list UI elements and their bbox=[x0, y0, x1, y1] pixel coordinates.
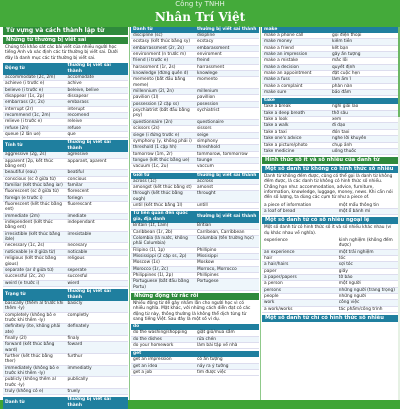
correct-spelling: further (kết thúc bằng ther) bbox=[3, 353, 66, 365]
wrong-spelling: florescent bbox=[66, 189, 129, 195]
correct-spelling: embarrass (2r, 2s) bbox=[3, 100, 66, 106]
phrase: get an idea bbox=[131, 363, 195, 369]
correct-spelling: noticeable (e ở giữa từ) bbox=[3, 249, 66, 255]
correct-spelling: Mississippi (2 cặp ss, 2p) bbox=[131, 254, 195, 260]
correct-spelling: truly (không có e) bbox=[3, 389, 66, 395]
wrong-spelling: Carribean, Carribbean bbox=[195, 229, 259, 235]
table-header: Trạng từ bbox=[3, 289, 66, 301]
wrong-spelling: furthur bbox=[66, 353, 129, 365]
meaning: một trải nghiệm bbox=[337, 249, 398, 255]
wrong-spelling: posession bbox=[195, 101, 259, 107]
wrong-spelling: enviroment bbox=[195, 52, 259, 58]
table-make bbox=[262, 27, 398, 96]
wrong-spelling: fluorescant bbox=[66, 202, 129, 214]
meaning: kết bạn bbox=[330, 45, 398, 51]
wrong-spelling: agressive bbox=[66, 152, 129, 158]
correct-spelling: tomorrow (1m, 2r) bbox=[131, 151, 195, 157]
phrase: make a friend bbox=[262, 45, 330, 51]
correct-spelling: fluorescent (sc ở giữa từ) bbox=[3, 189, 66, 195]
correct-spelling: recommend (1c, 2m) bbox=[3, 112, 66, 118]
table-row bbox=[3, 353, 128, 365]
table-row bbox=[3, 342, 128, 354]
correct-spelling: fluorescent (kết thúc bằng ent) bbox=[3, 202, 66, 214]
wrong-spelling: questionaire bbox=[195, 119, 259, 125]
correct-spelling: conscious (sc ở giữa từ) bbox=[3, 176, 66, 182]
wrong-spelling: knowlege bbox=[195, 71, 259, 77]
wrong-spelling: accross bbox=[195, 179, 259, 185]
subsection-plural: Một số danh từ có số nhiều ngoại lệ bbox=[262, 217, 398, 224]
correct-spelling: beautiful (eau) bbox=[3, 170, 66, 176]
table-row bbox=[262, 238, 398, 249]
meaning: phàn nàn bbox=[330, 83, 398, 89]
table-header: do bbox=[131, 324, 259, 330]
phrase: make a decision bbox=[262, 64, 330, 70]
table-row bbox=[3, 377, 128, 389]
wrong-spelling: succesful bbox=[66, 274, 129, 280]
correct-spelling: harassment (1r, 2s) bbox=[131, 64, 195, 70]
meaning: tác phẩm/công trình bbox=[337, 306, 398, 312]
wrong-spelling: refuse bbox=[66, 125, 129, 131]
main-title: Từ vựng và cách thành lập từ bbox=[3, 27, 128, 35]
phrase: get a job bbox=[131, 369, 195, 375]
correct-spelling: Moscow (1s) bbox=[131, 260, 195, 266]
correct-spelling: environment (n trước m) bbox=[131, 52, 195, 58]
wrong-spelling: apparant, aparent bbox=[66, 158, 129, 170]
meaning: những người bbox=[337, 294, 398, 300]
correct-spelling: Portuguese (bắt đầu bằng Portu) bbox=[131, 279, 195, 291]
phrase: take a break bbox=[262, 104, 330, 110]
phrase: persons bbox=[262, 287, 337, 293]
table-row bbox=[262, 306, 398, 312]
wrong-spelling: vaccum bbox=[195, 164, 259, 170]
phrase: take a deep breath bbox=[262, 110, 330, 116]
phrase: an experience bbox=[262, 249, 337, 255]
wrong-spelling: sissors bbox=[195, 126, 259, 132]
phrase: experience bbox=[262, 238, 337, 249]
correct-spelling: basically (thêm al trước khi thêm -ly) bbox=[5, 300, 64, 312]
table-header: Danh từ bbox=[131, 27, 195, 33]
table-row bbox=[3, 365, 128, 377]
phrase: a loaf of bread bbox=[262, 209, 337, 215]
correct-spelling: through (kết thúc bằng ough) bbox=[131, 191, 195, 203]
wrong-spelling: momento bbox=[195, 77, 259, 89]
wrong-spelling: embarass bbox=[66, 100, 129, 106]
spelling-table bbox=[3, 289, 128, 396]
meaning: tìm được việc bbox=[195, 369, 259, 375]
table-row bbox=[3, 158, 128, 170]
correct-spelling: amongst (kết thúc bằng st) bbox=[131, 184, 195, 190]
correct-spelling: independent (kết thúc bằng ent) bbox=[3, 220, 66, 232]
correct-spelling: completely (không bỏ e trước khi thêm -ly) bbox=[3, 312, 66, 324]
table-header: thường bị viết sai thành bbox=[66, 289, 129, 301]
wrong-spelling: familar bbox=[66, 183, 129, 189]
wrong-spelling: recomend bbox=[66, 112, 129, 118]
phrase: make a mistake bbox=[262, 58, 330, 64]
correct-spelling: necessary (1c, 2s) bbox=[3, 243, 66, 249]
wrong-spelling: achive bbox=[66, 81, 129, 87]
correct-spelling: immediately (không bỏ e trước khi thêm -ly) bbox=[3, 365, 66, 377]
wrong-spelling: tounge bbox=[195, 157, 259, 163]
wrong-spelling: untill bbox=[195, 202, 259, 208]
meaning: bảo đảm bbox=[330, 90, 398, 96]
table-group-left bbox=[3, 63, 128, 396]
spelling-table bbox=[3, 140, 128, 287]
meaning: đặt cuộc hẹn bbox=[330, 71, 398, 77]
correct-spelling: religious (kết thúc bằng gious) bbox=[3, 256, 66, 268]
correct-spelling: until (kết thúc bằng 1l) bbox=[131, 202, 195, 208]
correct-spelling: threshold (1 cặp hh) bbox=[131, 145, 195, 151]
table-row bbox=[131, 77, 259, 89]
table-header: Động từ bbox=[3, 63, 66, 75]
correct-spelling: embarrassment (2r, 2s) bbox=[131, 45, 195, 51]
table-row bbox=[131, 202, 259, 208]
wrong-spelling: embarassment bbox=[195, 45, 259, 51]
table-row bbox=[131, 164, 259, 170]
table-row bbox=[3, 202, 128, 214]
subsection-uncountable: Một số danh từ không có hình thức số nhiều bbox=[262, 166, 398, 173]
table-row bbox=[131, 191, 259, 203]
meaning: xem bbox=[330, 117, 398, 123]
wrong-spelling: foriegn bbox=[66, 195, 129, 201]
phrase: take a walk bbox=[262, 123, 330, 129]
wrong-spelling: throught bbox=[195, 191, 259, 203]
correct-spelling: definitely (ite, không phải ate) bbox=[3, 324, 66, 336]
table-do bbox=[131, 324, 259, 349]
wrong-spelling: freind bbox=[195, 58, 259, 64]
wrong-spelling: seige bbox=[195, 132, 259, 138]
wrong-spelling: beleive, belive bbox=[66, 87, 129, 93]
wrong-spelling: immediatly bbox=[66, 365, 129, 377]
correct-spelling: finally (2l) bbox=[3, 335, 66, 341]
phrase: do the dishes bbox=[131, 336, 195, 342]
meaning: làm bài tập về nhà bbox=[195, 342, 259, 348]
wrong-spelling: Columbia (tên trường học) bbox=[195, 235, 259, 247]
meaning: quyết định bbox=[330, 64, 398, 70]
meaning: kinh nghiệm (không đếm được) bbox=[337, 238, 398, 249]
correct-spelling: millennium (2l, 2n) bbox=[131, 89, 195, 95]
table-row bbox=[262, 209, 398, 215]
correct-spelling: relieve (i trước e) bbox=[3, 119, 66, 125]
table-header: thường bị viết sai thành bbox=[66, 63, 129, 75]
table-row bbox=[3, 256, 128, 268]
spelling-table bbox=[3, 63, 128, 138]
wrong-spelling: simphony bbox=[195, 138, 259, 144]
wrong-spelling: Morroco, Morrocco bbox=[195, 266, 259, 272]
phrase: make sure bbox=[262, 90, 330, 96]
table-header: Danh từ bbox=[3, 397, 66, 409]
spelling-table bbox=[131, 27, 259, 171]
meaning: công việc bbox=[337, 300, 398, 306]
column-divider bbox=[260, 27, 261, 400]
table-row bbox=[3, 389, 128, 395]
wrong-spelling: sychiatrist bbox=[195, 108, 259, 120]
phrase: people bbox=[262, 294, 337, 300]
table-row bbox=[262, 90, 398, 96]
correct-spelling: irresistible (kết thúc bằng ible) bbox=[3, 231, 66, 243]
correct-spelling: knowledge (đừng quên d) bbox=[131, 71, 195, 77]
meaning: mắc lỗi bbox=[330, 58, 398, 64]
table-row bbox=[3, 324, 128, 336]
table-row bbox=[131, 342, 259, 348]
wrong-spelling: wierd bbox=[66, 280, 129, 286]
wrong-spelling: independant bbox=[66, 220, 129, 232]
wrong-spelling: millenium bbox=[195, 89, 259, 95]
meaning: thở sâu bbox=[330, 110, 398, 116]
meaning: giấy bbox=[337, 268, 398, 274]
wrong-spelling: Missisippi bbox=[195, 254, 259, 260]
table-row bbox=[3, 220, 128, 232]
table-header: thường bị viết sai thành bbox=[195, 211, 259, 223]
correct-spelling: Morocco (1r, 2c) bbox=[131, 266, 195, 272]
phrase: make an impression bbox=[262, 52, 330, 58]
wrong-spelling: interupt bbox=[66, 106, 129, 112]
phrase: do your homework bbox=[131, 342, 195, 348]
correct-spelling: Colombia (là nước, không phải Columbia) bbox=[131, 235, 195, 247]
phrase: a hair/hairs bbox=[262, 262, 337, 268]
correct-spelling: siege (i đứng trước e) bbox=[131, 132, 195, 138]
wrong-spelling: Phillipines bbox=[195, 273, 259, 279]
table-row bbox=[262, 148, 398, 154]
correct-spelling: weird (e trước i) bbox=[3, 280, 66, 286]
table-row bbox=[131, 279, 259, 291]
phrase: make an appointment bbox=[262, 71, 330, 77]
wrong-spelling: Britian bbox=[195, 223, 259, 229]
spelling-table bbox=[131, 173, 259, 210]
correct-spelling: friend (i trước e) bbox=[131, 58, 195, 64]
correct-spelling: memento (bắt đầu bằng meme) bbox=[131, 77, 195, 89]
table-row bbox=[3, 280, 128, 286]
correct-spelling: discipline (sc) bbox=[131, 33, 195, 39]
correct-spelling: forward (kết thúc bằng ward) bbox=[3, 342, 66, 354]
intro-text: Chúng tôi khảo sát các bài viết của nhiều người học tiếng Anh và xác định các từ thường bị viết sai. Dưới đây là danh mục các từ thường bị viết sai. bbox=[5, 45, 118, 61]
table-row bbox=[3, 301, 128, 312]
table-plural bbox=[262, 238, 398, 313]
meaning: sợi tóc bbox=[337, 262, 398, 268]
table-piece-of bbox=[262, 203, 398, 216]
wrong-spelling: tommorow, tommorrow bbox=[195, 151, 259, 157]
correct-spelling: successful (2c, 2s) bbox=[3, 274, 66, 280]
wrong-spelling: irresistable bbox=[66, 231, 129, 243]
table-row bbox=[131, 369, 259, 375]
correct-spelling: vacuum (1c, 2u) bbox=[131, 164, 195, 170]
table-row bbox=[131, 108, 259, 120]
phrase: a work/works bbox=[262, 306, 337, 312]
column-middle bbox=[131, 27, 259, 400]
correct-spelling: separate (ar ở giữa từ) bbox=[3, 267, 66, 273]
publisher-label: Công ty TNHH bbox=[175, 0, 225, 8]
meaning: đón taxi bbox=[330, 129, 398, 135]
meaning: có ấn tượng bbox=[195, 357, 259, 363]
table-take bbox=[262, 98, 398, 155]
section-title-nouns: Hình thức số ít và số nhiều của danh từ bbox=[262, 157, 398, 164]
correct-spelling: familiar (kết thúc bằng iar) bbox=[3, 183, 66, 189]
table-nouns-header bbox=[3, 397, 128, 409]
wrong-spelling: imediate bbox=[66, 213, 129, 219]
table-row bbox=[3, 231, 128, 243]
table-header: Từ liên quan đến quốc gia, địa danh bbox=[131, 211, 195, 223]
correct-spelling: apparent (2p, kết thúc bằng ent) bbox=[3, 158, 66, 170]
meaning: một mẩu thông tin bbox=[337, 203, 398, 209]
wrong-spelling: releive bbox=[66, 119, 129, 125]
section-title-misspelled: Những từ thường bị viết sai bbox=[3, 37, 128, 44]
correct-spelling: Britain (1t, 1ain) bbox=[131, 223, 195, 229]
section-title-verbs: Những động từ rắc rối bbox=[131, 293, 259, 300]
column-divider bbox=[129, 27, 130, 400]
column-right bbox=[262, 27, 398, 400]
subsection-plural-only: Một số danh từ chỉ có hình thức số nhiều bbox=[262, 315, 398, 322]
meaning: nghe lời khuyên bbox=[330, 136, 398, 142]
wrong-spelling: seperate bbox=[66, 267, 129, 273]
meaning: giặt giũ/mua sắm bbox=[195, 330, 259, 336]
table-row bbox=[3, 312, 128, 324]
wrong-spelling: definately bbox=[66, 324, 129, 336]
phrase: a person bbox=[262, 281, 337, 287]
correct-spelling: Filipino (1l, 1p) bbox=[131, 247, 195, 253]
brand-title: Nhân Trí Việt bbox=[154, 10, 246, 24]
correct-spelling: publicly (không thêm al trước -ly) bbox=[3, 377, 66, 389]
table-header: thường bị viết sai thành bbox=[66, 397, 129, 409]
meaning: đi dạo bbox=[330, 123, 398, 129]
table-header: get bbox=[131, 351, 259, 357]
wrong-spelling: Portugese bbox=[195, 279, 259, 291]
wrong-spelling: disipline bbox=[195, 33, 259, 39]
meaning: gây ấn tượng bbox=[330, 52, 398, 58]
wrong-spelling: pavillion bbox=[195, 95, 259, 101]
meaning: tóc bbox=[337, 255, 398, 261]
wrong-spelling: finaly bbox=[66, 335, 129, 341]
table-row bbox=[131, 235, 259, 247]
phrase: work bbox=[262, 300, 337, 306]
spelling-table bbox=[131, 211, 259, 291]
wrong-spelling: noticable bbox=[66, 249, 129, 255]
wrong-spelling: amonst bbox=[195, 184, 259, 190]
correct-spelling: Philippines (1l, 2p) bbox=[131, 273, 195, 279]
correct-spelling: tongue (kết thúc bằng ue) bbox=[131, 157, 195, 163]
meaning: một ổ bánh mì bbox=[337, 209, 398, 215]
wrong-spelling: religous bbox=[66, 256, 129, 268]
meaning: uống thuốc bbox=[330, 148, 398, 154]
phrase: take a taxi bbox=[262, 129, 330, 135]
phrase: make money bbox=[262, 39, 330, 45]
correct-spelling: ecstasy (kết thúc bằng sy) bbox=[131, 39, 195, 45]
correct-spelling: Caribbean (1r, 2b) bbox=[131, 229, 195, 235]
correct-spelling: possession (2 cặp ss) bbox=[131, 101, 195, 107]
header-bar bbox=[0, 0, 400, 28]
table-row bbox=[3, 131, 128, 137]
correct-spelling: accommodate (2c, 2m) bbox=[3, 75, 66, 81]
correct-spelling: questionnaire (2n) bbox=[131, 119, 195, 125]
correct-spelling: pavilion (1l) bbox=[131, 95, 195, 101]
table-header: thường bị viết sai thành bbox=[195, 27, 259, 33]
meaning: tờ báo bbox=[337, 275, 398, 281]
table-header: take bbox=[262, 98, 398, 104]
phrase: paper bbox=[262, 268, 337, 274]
phrase: a paper/papers bbox=[262, 275, 337, 281]
wrong-spelling: completly bbox=[66, 312, 129, 324]
table-header: Tính từ bbox=[3, 140, 66, 152]
correct-spelling: foreign (e trước i) bbox=[3, 195, 66, 201]
wrong-spelling: Moskow bbox=[195, 260, 259, 266]
meaning: một người bbox=[337, 281, 398, 287]
correct-spelling: aggressive (2g, 2s) bbox=[3, 152, 66, 158]
table-header: Giới từ bbox=[131, 173, 195, 179]
wrong-spelling: publically bbox=[66, 377, 129, 389]
wrong-spelling: concious bbox=[66, 176, 129, 182]
meaning: những người (trang trọng) bbox=[337, 287, 398, 293]
correct-spelling: achieve (i trước e) bbox=[3, 81, 66, 87]
phrase: take a picture/photo bbox=[262, 142, 330, 148]
correct-spelling: refuse (2n) bbox=[3, 125, 66, 131]
wrong-spelling: truely bbox=[66, 389, 129, 395]
wrong-spelling: foward bbox=[66, 342, 129, 354]
meaning: rửa chén bbox=[195, 336, 259, 342]
phrase: take a look bbox=[262, 117, 330, 123]
meaning: làm ầm ĩ bbox=[330, 77, 398, 83]
wrong-spelling: ecstacy bbox=[195, 39, 259, 45]
meaning: nảy ra ý tưởng bbox=[195, 363, 259, 369]
wrong-spelling: dissapear bbox=[66, 93, 129, 99]
correct-spelling: disappear (1s, 2p) bbox=[3, 93, 66, 99]
correct-spelling: scissors (2s) bbox=[131, 126, 195, 132]
correct-spelling: immediate (2m) bbox=[3, 213, 66, 219]
table-header: thường bị viết sai thành bbox=[66, 140, 129, 152]
wrong-spelling: necesary bbox=[66, 243, 129, 249]
correct-spelling: interrupt (2r) bbox=[3, 106, 66, 112]
phrase: take one's advice bbox=[262, 136, 330, 142]
wrong-spelling: que bbox=[66, 131, 129, 137]
wrong-spelling: accomodate bbox=[66, 75, 129, 81]
correct-spelling: believe (i trước e) bbox=[3, 87, 66, 93]
uncountable-intro: Danh từ không đếm được, cũng có thể gọi là danh từ không đếm được, là các danh từ không có hình thức số nhiều. Chẳng hạn như: accommodation, advice, furniture, information, knowledge, luggage, money, news. Khi cần nói đến số lượng, ta dùng các cụm từ như a piece of. bbox=[264, 174, 393, 201]
correct-spelling: across (1c) bbox=[131, 179, 195, 185]
table-header: thường bị viết sai thành bbox=[195, 173, 259, 179]
meaning: kiếm tiền bbox=[330, 39, 398, 45]
correct-spelling: psychiatrist (bắt đầu bằng psy) bbox=[131, 108, 195, 120]
plural-intro: Một số danh từ có hình thức số ít và số nhiều khác nhau (ví dụ khác nhau về nghĩa). bbox=[264, 225, 392, 236]
wrong-spelling: basicly bbox=[66, 301, 129, 312]
verbs-intro: Nhiều động từ dễ gây nhầm lẫn cho người học vì có nhiều nghĩa. Mặt khác, với những cách diễn đạt có các động từ này, thông thường là không thể dịch từng từ sang tiếng Việt. Sau đây là một số ví dụ. bbox=[133, 301, 251, 322]
wrong-spelling: threshhold bbox=[195, 145, 259, 151]
reference-sheet bbox=[0, 27, 400, 409]
meaning: gọi điện thoại bbox=[330, 33, 398, 39]
phrase: do the washing/shopping bbox=[131, 330, 195, 336]
phrase: make a phone call bbox=[262, 33, 330, 39]
column-left bbox=[3, 27, 128, 409]
table-group-middle bbox=[131, 27, 259, 291]
table-header: make bbox=[262, 27, 398, 33]
phrase: get an impression bbox=[131, 357, 195, 363]
phrase: make a fuss bbox=[262, 77, 330, 83]
wrong-spelling: harrassment bbox=[195, 64, 259, 70]
phrase: a piece of information bbox=[262, 203, 337, 209]
correct-spelling: queue (2 lần ue) bbox=[3, 131, 66, 137]
correct-spelling: symphony (y, không phải i) bbox=[131, 138, 195, 144]
phrase: hair bbox=[262, 255, 337, 261]
wrong-spelling: Phillipino bbox=[195, 247, 259, 253]
table-get bbox=[131, 351, 259, 376]
wrong-spelling: beatiful bbox=[66, 170, 129, 176]
phrase: make a complaint bbox=[262, 83, 330, 89]
phrase: take medicine bbox=[262, 148, 330, 154]
meaning: nghỉ giải lao bbox=[330, 104, 398, 110]
meaning: chụp ảnh bbox=[330, 142, 398, 148]
